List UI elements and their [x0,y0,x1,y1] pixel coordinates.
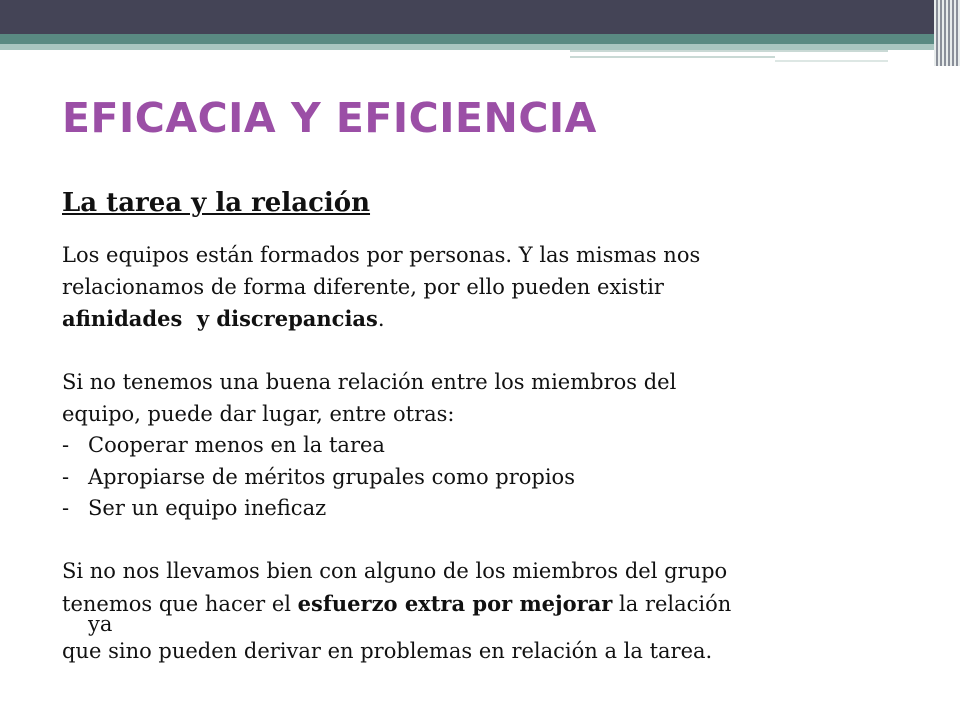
header-dark-bar [0,0,960,34]
paragraph-2-line: equipo, puede dar lugar, entre otras: [62,401,455,426]
paragraph-1-line: relacionamos de forma diferente, por ello pueden existir [62,274,664,299]
paragraph-1-line: Los equipos están formados por personas. Y las mismas nos [62,243,701,267]
list-item-text: Cooperar menos en la tarea [88,433,385,457]
paragraph-2-line: Si no tenemos una buena relación entre los miembros del [62,370,677,394]
bullet-marker: - [62,496,70,520]
slide-subtitle: La tarea y la relación [62,188,371,218]
list-item [62,493,902,525]
list-item-text: Apropiarse de méritos grupales como propios [88,464,575,489]
paragraph-3-text: tenemos que hacer el [62,591,298,616]
emphasis-text: afinidades y discrepancias [62,306,378,331]
header-teal-bar [0,34,960,44]
paragraph-3-wrap: ya [88,612,113,636]
list-item-text: Ser un equipo ineficaz [88,496,327,520]
list-item [62,430,902,462]
list-item [62,462,902,494]
header-rule [570,56,775,58]
bullet-marker: - [62,433,70,457]
header-rule [775,60,888,62]
paragraph-3-line: Si no nos llevamos bien con alguno de los miembros del grupo [62,559,728,583]
period: . [377,307,385,331]
paragraph-1-line [62,303,902,336]
bullet-marker: - [62,464,70,489]
header-stripes [934,0,960,66]
paragraph-3-text: la relación [612,591,732,616]
slide-title: EFICACIA Y EFICIENCIA [62,94,597,142]
slide-body [62,240,902,668]
emphasis-text: esfuerzo extra por mejorar [297,590,613,616]
paragraph-3-line [62,588,902,637]
paragraph-3-line: que sino pueden derivar en problemas en relación a la tarea. [62,639,713,663]
header-rule [570,50,888,52]
